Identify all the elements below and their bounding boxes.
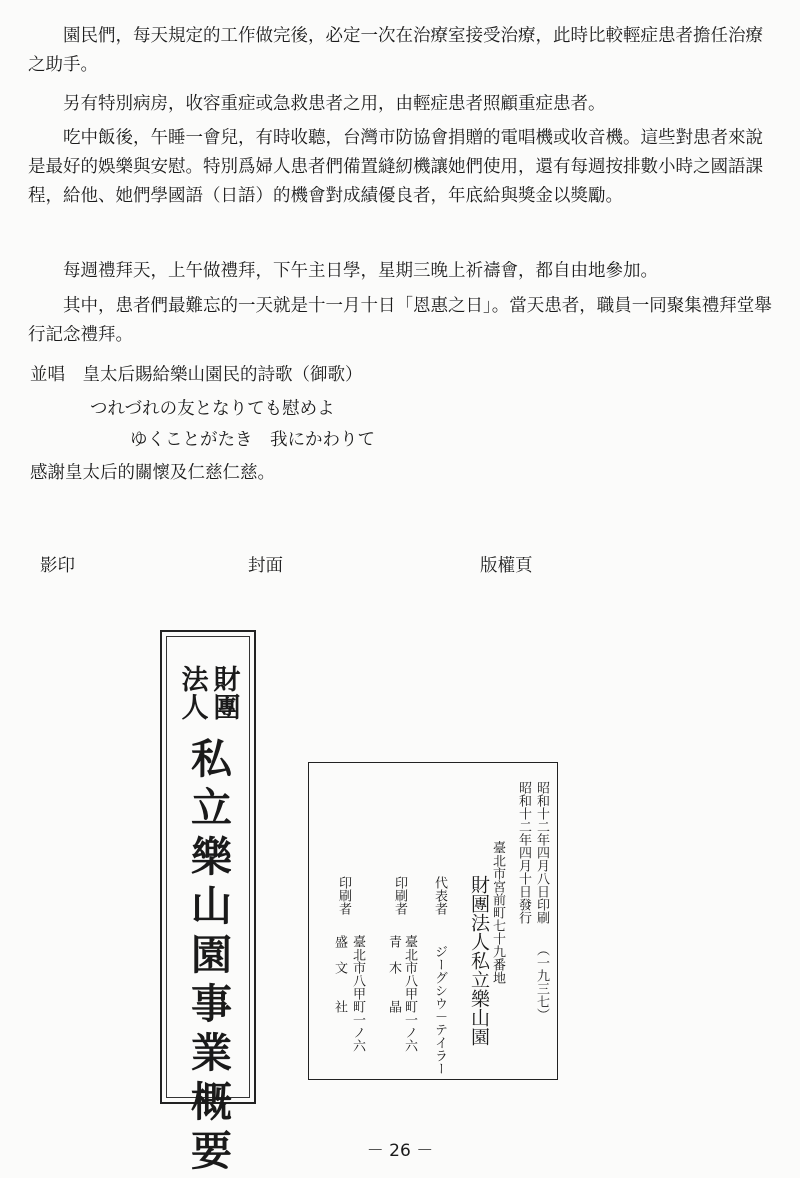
paragraph-ward: 另有特別病房，收容重症或急救患者之用，由輕症患者照顧重症患者。 [63, 94, 606, 114]
colophon-press-address: 臺北市八甲町一ノ六 [350, 935, 365, 1052]
colophon-publisher-address: 臺北市宮前町七十九番地 [490, 841, 505, 984]
colophon-page [308, 762, 558, 1080]
paragraph-treatment: 園民們，每天規定的工作做完後，必定一次在治療室接受治療，此時比較輕症患者擔任治療之助手。 [28, 26, 763, 75]
colophon-rep-name: ジーグシウ－テイラー [432, 945, 447, 1075]
poem-line-1: つれづれの友となりても慰めよ [90, 399, 335, 419]
colophon-publisher: 財團法人私立樂山園 [468, 875, 490, 1046]
cover-org-type-left: 法人 [176, 665, 208, 721]
page-number: － 26 － [366, 1141, 434, 1161]
colophon-date-printed: 昭和十二年四月八日印刷 [534, 781, 549, 924]
colophon-press-name: 盛 文 社 [332, 935, 347, 1013]
caption-photocopy: 影印 [40, 556, 75, 576]
paragraph-leisure: 吃中飯後，午睡一會兒，有時收聽，台灣市防協會捐贈的電唱機或收音機。這些對患者來說是最好的娛樂與安慰。特別爲婦人患者們備置縫紉機讓她們使用，還有每週按排數小時之國語課程，給他、她們學國語（日語）的機會對成績優良者，年底給與獎金以獎勵。 [28, 128, 763, 206]
colophon-date-issued: 昭和十二年四月十日發行 [516, 781, 531, 924]
colophon-press-label: 印刷者 [336, 876, 351, 915]
paragraph-grace-day: 其中，患者們最難忘的一天就是十一月十日「恩惠之日」。當天患者，職員一同聚集禮拜堂舉行記念禮拜。 [28, 296, 772, 345]
cover-image [160, 630, 256, 1178]
caption-colophon: 版權頁 [480, 556, 533, 576]
closing-line: 感謝皇太后的關懷及仁慈仁慈。 [30, 463, 275, 483]
cover-org-type-right: 財團 [208, 665, 240, 721]
poem-line-2: ゆくことがたき 我にかわりて [130, 430, 375, 450]
paragraph-worship: 每週禮拜天，上午做禮拜，下午主日學，星期三晚上祈禱會，都自由地參加。 [63, 261, 658, 281]
colophon-year-western: （一九三七） [534, 943, 549, 1021]
colophon-printer-name: 青 木 晶 [386, 935, 401, 1013]
colophon-printer-address: 臺北市八甲町一ノ六 [402, 935, 417, 1052]
colophon-rep-label: 代表者 [432, 876, 447, 915]
colophon-printer-label: 印刷者 [392, 876, 407, 915]
caption-cover: 封面 [248, 556, 283, 576]
cover-title: 私立樂山園事業概要 [184, 737, 232, 1178]
poem-intro: 並唱 皇太后賜給樂山園民的詩歌（御歌） [30, 365, 363, 385]
